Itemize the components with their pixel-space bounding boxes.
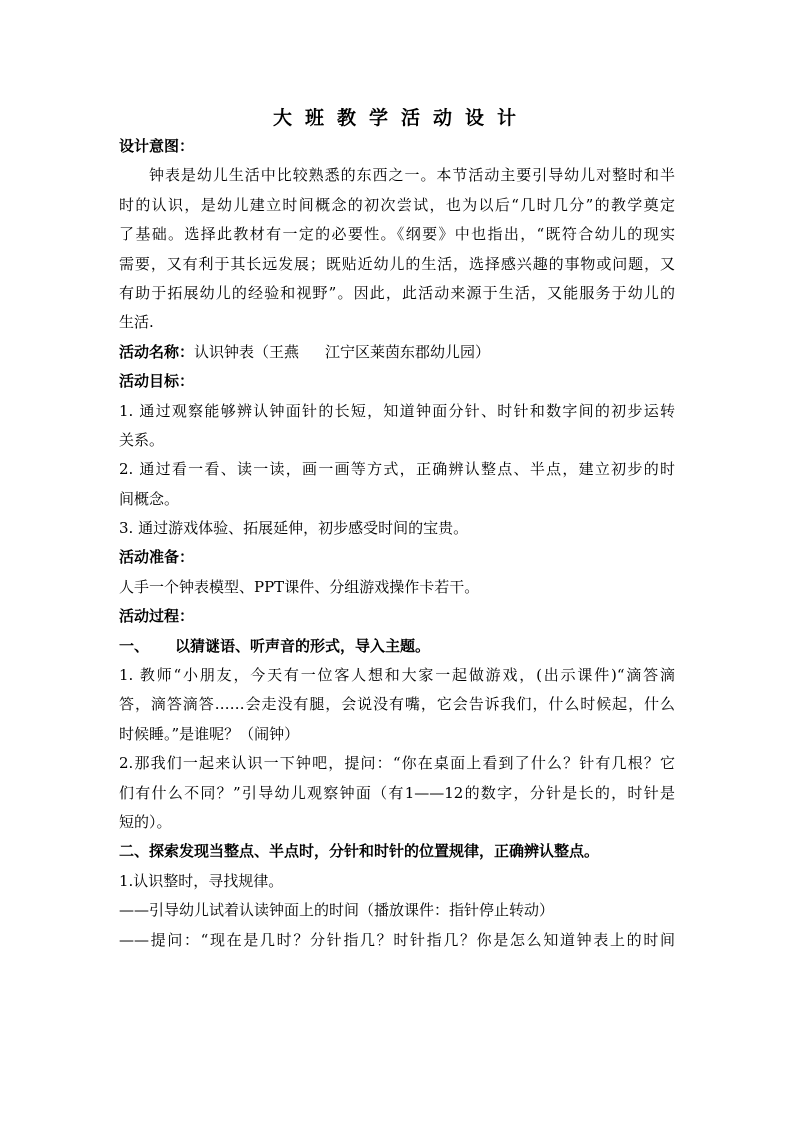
section-2-title: 二、探索发现当整点、半点时，分针和时针的位置规律，正确辨认整点。 <box>119 842 600 861</box>
section-1-title <box>119 632 675 661</box>
document-title: 大班教学活动设计 <box>272 107 529 129</box>
activity-name-label: 活动名称： <box>119 342 195 361</box>
design-intent-heading: 设计意图： <box>119 137 195 155</box>
section-1-line-6: 短的）。 <box>119 812 172 831</box>
goal-line-1: 1. 通过观察能够辨认钟面针的长短，知道钟面分针、时针和数字间的初步运转 <box>119 401 675 420</box>
design-intent-line-6: 生活. <box>119 313 154 332</box>
preparation-text: 人手一个钟表模型、PPT课件、分组游戏操作卡若干。 <box>119 577 480 596</box>
activity-name-value-2: 江宁区莱茵东郡幼儿园） <box>325 342 491 361</box>
goal-line-3: 2. 通过看一看、读一读，画一画等方式，正确辨认整点、半点，建立初步的时 <box>119 460 675 479</box>
design-intent-line-1: 钟表是幼儿生活中比较熟悉的东西之一。本节活动主要引导幼儿对整时和半 <box>149 166 675 185</box>
section-2-line-1: 1.认识整时，寻找规律。 <box>119 871 284 890</box>
section-1-line-3: 时候睡。”是谁呢？（闹钟） <box>119 724 300 743</box>
design-intent-line-3: 了基础。选择此教材有一定的必要性。《纲要》中也指出，“既符合幼儿的现实 <box>119 225 675 244</box>
preparation-heading: 活动准备： <box>119 548 195 567</box>
process-heading: 活动过程： <box>119 607 195 626</box>
section-1-line-5: 们有什么不同？”引导幼儿观察钟面（有1——12的数字，分针是长的，时针是 <box>119 783 675 802</box>
section-1-text: 以猜谜语、听声音的形式，导入主题。 <box>175 636 431 655</box>
section-1-line-1: 1. 教师“小朋友，今天有一位客人想和大家一起做游戏，(出示课件)“滴答滴 <box>119 666 675 685</box>
section-2-line-3: ——提问：“现在是几时？分针指几？时针指几？你是怎么知道钟表上的时间 <box>119 930 675 949</box>
design-intent-line-4: 需要，又有利于其长远发展；既贴近幼儿的生活，选择感兴趣的事物或问题，又 <box>119 254 675 273</box>
document-page <box>119 104 675 955</box>
goal-line-2: 关系。 <box>119 430 165 449</box>
goal-line-4: 间概念。 <box>119 489 180 508</box>
activity-name-row <box>119 338 675 367</box>
goal-line-5: 3. 通过游戏体验、拓展延伸，初步感受时间的宝贵。 <box>119 519 469 538</box>
section-1-number: 一、 <box>119 636 150 655</box>
section-1-line-4: 2.那我们一起来认识一下钟吧，提问：“你在桌面上看到了什么？针有几根？它 <box>119 754 675 773</box>
section-1-line-2: 答，滴答滴答……会走没有腿，会说没有嘴，它会告诉我们，什么时候起，什么 <box>119 695 675 714</box>
design-intent-line-5: 有助于拓展幼儿的经验和视野”。因此，此活动来源于生活，又能服务于幼儿的 <box>119 283 675 302</box>
goals-heading: 活动目标： <box>119 372 195 391</box>
design-intent-line-2: 时的认识，是幼儿建立时间概念的初次尝试，也为以后“几时几分”的教学奠定 <box>119 195 675 214</box>
section-2-line-2: ——引导幼儿试着认读钟面上的时间（播放课件：指针停止转动） <box>119 901 555 920</box>
activity-name-value: 认识钟表（王燕 <box>194 342 300 361</box>
